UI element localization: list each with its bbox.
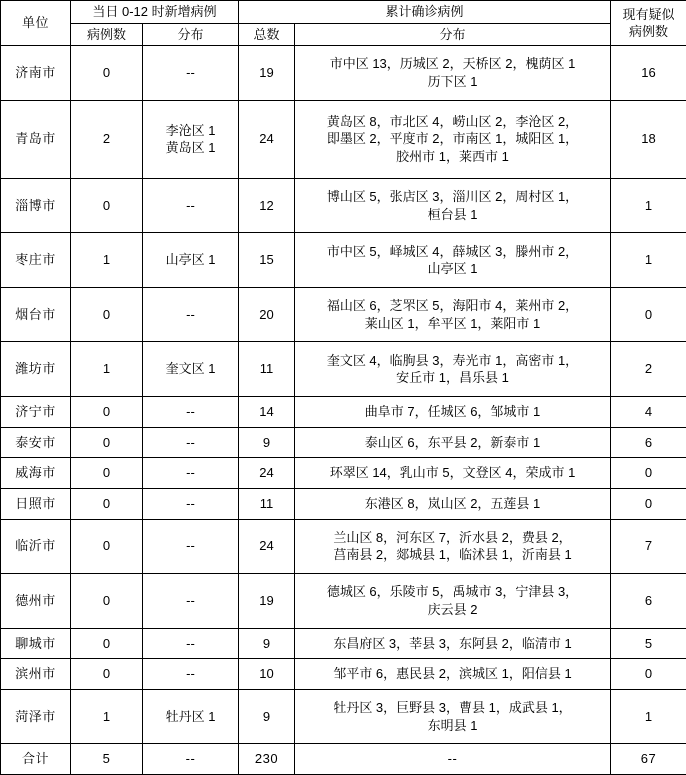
cell-total-dist-12 [295,628,611,659]
cell-total-dist-8-line-1: 环翠区 14，乳山市 5，文登区 4，荣成市 1 [329,465,576,481]
cell-total-dist-13 [295,659,611,690]
cell-total-count-12: 9 [239,628,295,659]
cell-total-dist-3-line-1: 市中区 5，峄城区 4，薛城区 3，滕州市 2， [326,243,579,259]
cell-new-dist-7 [143,427,239,458]
cell-suspected-12: 5 [611,628,686,659]
cell-total-dist-6-line-1: 曲阜市 7，任城区 6，邹城市 1 [364,403,541,419]
cell-unit-1: 青岛市 [1,100,71,178]
cell-total-dist-3-line-2: 山亭区 1 [427,261,478,277]
cell-new-dist-13 [143,659,239,690]
cell-total-dist-5-line-2: 安丘市 1，昌乐县 1 [396,370,509,386]
table-total-row [1,744,686,775]
cell-new-dist-10-line-1: -- [186,538,195,554]
cell-suspected-4: 0 [611,287,686,342]
cell-new-count-1: 2 [71,100,143,178]
cell-total-count-5: 11 [239,342,295,397]
cell-new-count-3: 1 [71,233,143,288]
cell-total-count-6: 14 [239,396,295,427]
table-row [1,233,686,288]
cell-suspected-3: 1 [611,233,686,288]
table-row [1,396,686,427]
cell-total-count-4: 20 [239,287,295,342]
cell-total-dist-11-line-2: 庆云县 2 [427,601,478,617]
cell-unit-4: 烟台市 [1,287,71,342]
cell-total-dist-5-line-1: 奎文区 4，临朐县 3，寿光市 1，高密市 1， [326,352,579,368]
cell-suspected-10: 7 [611,519,686,574]
cell-new-count-2: 0 [71,178,143,233]
cell-unit-5: 潍坊市 [1,342,71,397]
cell-unit-0: 济南市 [1,46,71,101]
cell-total-dist-2-line-2: 桓台县 1 [427,206,478,222]
cell-total-dist-8 [295,458,611,489]
cell-new-dist-9-line-1: -- [186,495,195,511]
table-row [1,427,686,458]
header-suspected-line1: 现有疑似 [622,6,675,22]
header-cumulative-group: 累计确诊病例 [239,1,611,24]
cell-total-dist-10 [295,519,611,574]
cell-unit-10: 临沂市 [1,519,71,574]
header-unit: 单位 [1,1,71,46]
cell-total-dist-2 [295,178,611,233]
cell-new-dist-11 [143,574,239,629]
cell-unit-11: 德州市 [1,574,71,629]
cell-new-dist-10 [143,519,239,574]
cell-total-dist-0 [295,46,611,101]
cell-total-dist-9 [295,488,611,519]
cell-suspected-7: 6 [611,427,686,458]
cell-total-dist-5 [295,342,611,397]
cell-total-dist-4-line-2: 莱山区 1，牟平区 1，莱阳市 1 [364,315,541,331]
cell-suspected-9: 0 [611,488,686,519]
cell-new-count-6: 0 [71,396,143,427]
cell-suspected-13: 0 [611,659,686,690]
cell-total-dist-11-line-1: 德城区 6，乐陵市 5，禹城市 3，宁津县 3， [326,584,579,600]
cell-suspected-0: 16 [611,46,686,101]
table-row [1,488,686,519]
header-suspected-line2: 病例数 [629,24,669,40]
cell-total-count-3: 15 [239,233,295,288]
cell-new-dist-2-line-1: -- [186,197,195,213]
cell-unit-12: 聊城市 [1,628,71,659]
cell-suspected-1: 18 [611,100,686,178]
header-new-count: 病例数 [71,23,143,46]
cell-total-dist-14 [295,689,611,744]
cell-total-count-0: 19 [239,46,295,101]
cell-total-dist-7-line-1: 泰山区 6，东平县 2，新泰市 1 [364,434,541,450]
cell-total-total-dist: -- [295,744,611,775]
cell-unit-14: 菏泽市 [1,689,71,744]
cell-new-count-7: 0 [71,427,143,458]
cell-suspected-6: 4 [611,396,686,427]
table-header-row-1 [1,1,686,24]
header-new-cases-group: 当日 0-12 时新增病例 [71,1,239,24]
table-row [1,519,686,574]
cell-suspected-2: 1 [611,178,686,233]
cell-total-dist-14-line-1: 牡丹区 3，巨野县 3，曹县 1，成武县 1， [333,699,572,715]
cell-total-dist-12-line-1: 东昌府区 3，莘县 3，东阿县 2，临清市 1 [333,635,572,651]
cell-total-dist-4 [295,287,611,342]
cell-suspected-11: 6 [611,574,686,629]
cell-new-dist-4 [143,287,239,342]
cell-new-dist-6-line-1: -- [186,403,195,419]
cell-new-dist-4-line-1: -- [186,306,195,322]
table-row [1,659,686,690]
cell-new-dist-14 [143,689,239,744]
cell-total-count-11: 19 [239,574,295,629]
cell-total-count-7: 9 [239,427,295,458]
cell-unit-2: 淄博市 [1,178,71,233]
table-row [1,689,686,744]
cell-total-dist-4-line-1: 福山区 6，芝罘区 5，海阳市 4，莱州市 2， [326,298,579,314]
cell-unit-3: 枣庄市 [1,233,71,288]
cell-new-dist-7-line-1: -- [186,434,195,450]
cell-total-dist-10-line-1: 兰山区 8，河东区 7，沂水县 2，费县 2， [333,529,572,545]
cell-new-count-0: 0 [71,46,143,101]
cell-total-new-dist: -- [143,744,239,775]
cell-new-count-5: 1 [71,342,143,397]
cell-unit-7: 泰安市 [1,427,71,458]
cell-total-dist-9-line-1: 东港区 8，岚山区 2，五莲县 1 [364,495,541,511]
cell-total-dist-11 [295,574,611,629]
cell-unit-6: 济宁市 [1,396,71,427]
cell-new-dist-12 [143,628,239,659]
cell-new-dist-8-line-1: -- [186,465,195,481]
cell-total-count-1: 24 [239,100,295,178]
cell-total-total-count: 230 [239,744,295,775]
cell-suspected-5: 2 [611,342,686,397]
cell-total-unit: 合计 [1,744,71,775]
cell-total-dist-1-line-1: 黄岛区 8，市北区 4，崂山区 2，李沧区 2， [326,113,579,129]
cell-new-dist-0-line-1: -- [186,65,195,81]
cell-new-count-12: 0 [71,628,143,659]
cell-new-dist-1-line-1: 李沧区 1 [165,122,216,138]
cell-total-dist-1-line-3: 胶州市 1，莱西市 1 [396,149,509,165]
cell-total-dist-7 [295,427,611,458]
cell-total-dist-2-line-1: 博山区 5，张店区 3，淄川区 2，周村区 1， [326,189,579,205]
cell-new-count-14: 1 [71,689,143,744]
table-header-row-2 [1,23,686,46]
cell-total-dist-3 [295,233,611,288]
cell-new-count-8: 0 [71,458,143,489]
table-row [1,628,686,659]
header-total-count: 总数 [239,23,295,46]
table-row [1,100,686,178]
cell-new-count-9: 0 [71,488,143,519]
cell-total-count-9: 11 [239,488,295,519]
cell-new-dist-9 [143,488,239,519]
cell-new-dist-13-line-1: -- [186,666,195,682]
cell-total-dist-0-line-1: 市中区 13，历城区 2，天桥区 2，槐荫区 1 [329,56,576,72]
cell-total-count-10: 24 [239,519,295,574]
cell-new-dist-5 [143,342,239,397]
cell-total-dist-14-line-2: 东明县 1 [427,717,478,733]
cell-total-dist-1-line-2: 即墨区 2，平度市 2，市南区 1，城阳区 1， [326,131,579,147]
cell-unit-8: 威海市 [1,458,71,489]
cell-new-count-10: 0 [71,519,143,574]
table-row [1,574,686,629]
cell-new-dist-1-line-2: 黄岛区 1 [165,140,216,156]
cell-new-dist-0 [143,46,239,101]
cell-new-count-4: 0 [71,287,143,342]
cell-new-dist-3 [143,233,239,288]
cell-total-count-2: 12 [239,178,295,233]
cell-total-dist-13-line-1: 邹平市 6，惠民县 2，滨城区 1，阳信县 1 [333,666,572,682]
cell-total-count-8: 24 [239,458,295,489]
cell-new-dist-11-line-1: -- [186,592,195,608]
table-row [1,342,686,397]
cell-new-dist-1 [143,100,239,178]
cell-new-dist-8 [143,458,239,489]
cell-total-dist-0-line-2: 历下区 1 [427,73,478,89]
table-row [1,458,686,489]
cell-new-dist-14-line-1: 牡丹区 1 [165,708,216,724]
header-total-dist: 分布 [295,23,611,46]
cell-unit-9: 日照市 [1,488,71,519]
cell-new-dist-5-line-1: 奎文区 1 [165,361,216,377]
cell-total-suspected: 67 [611,744,686,775]
table-row [1,178,686,233]
table-row [1,287,686,342]
cell-new-dist-3-line-1: 山亭区 1 [165,252,216,268]
header-new-dist: 分布 [143,23,239,46]
cell-suspected-14: 1 [611,689,686,744]
cell-new-dist-6 [143,396,239,427]
cell-total-dist-10-line-2: 莒南县 2，郯城县 1，临沭县 1，沂南县 1 [333,547,572,563]
cell-total-count-14: 9 [239,689,295,744]
cell-new-dist-2 [143,178,239,233]
cell-new-dist-12-line-1: -- [186,635,195,651]
cell-total-dist-6 [295,396,611,427]
header-suspected [611,1,686,46]
cell-new-count-13: 0 [71,659,143,690]
cell-total-count-13: 10 [239,659,295,690]
cell-new-count-11: 0 [71,574,143,629]
cell-total-new-count: 5 [71,744,143,775]
cell-suspected-8: 0 [611,458,686,489]
table-row [1,46,686,101]
cell-unit-13: 滨州市 [1,659,71,690]
cell-total-dist-1 [295,100,611,178]
